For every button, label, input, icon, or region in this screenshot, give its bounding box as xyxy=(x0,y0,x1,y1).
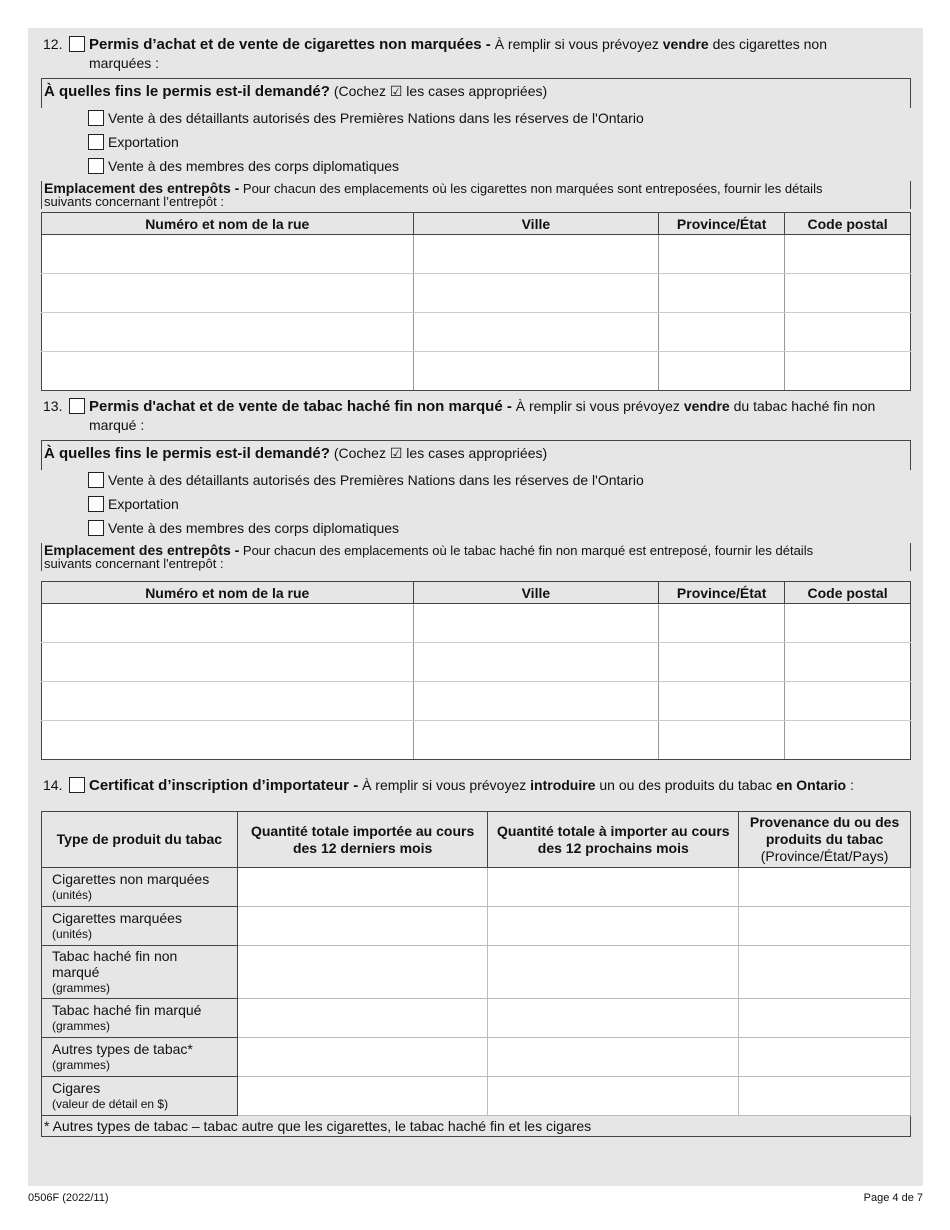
page-number: Page 4 de 7 xyxy=(863,1192,923,1204)
origin-input[interactable] xyxy=(739,999,911,1038)
importer-table xyxy=(41,811,911,1137)
checkbox[interactable] xyxy=(88,110,104,126)
section-13-purpose-question: À quelles fins le permis est-il demandé? (Cochez ☑ les cases appropriées) xyxy=(41,440,911,470)
street-input[interactable] xyxy=(42,235,414,274)
section-13-option-export[interactable]: Exportation xyxy=(88,496,179,512)
import-next-input[interactable] xyxy=(488,946,739,999)
import-next-input[interactable] xyxy=(488,907,739,946)
city-input[interactable] xyxy=(413,235,659,274)
postal-input[interactable] xyxy=(785,604,911,643)
city-input[interactable] xyxy=(413,682,659,721)
section-12-heading: Permis d’achat et de vente de cigarettes non marquées - À remplir si vous prévoyez vendre des cigarettes non marquées : xyxy=(89,36,827,71)
imported-past-input[interactable] xyxy=(237,907,488,946)
import-next-input[interactable] xyxy=(488,868,739,907)
column-header-postal: Code postal xyxy=(785,213,911,235)
section-13-number: 13. xyxy=(43,398,63,414)
column-header-province: Province/État xyxy=(659,213,785,235)
province-input[interactable] xyxy=(659,313,785,352)
section-14-number: 14. xyxy=(43,777,63,793)
street-input[interactable] xyxy=(42,682,414,721)
table-row xyxy=(42,604,911,643)
province-input[interactable] xyxy=(659,352,785,391)
form-id: 0506F (2022/11) xyxy=(28,1192,109,1204)
table-row xyxy=(42,999,911,1038)
imported-past-input[interactable] xyxy=(237,946,488,999)
section-12-option-diplomatic[interactable]: Vente à des membres des corps diplomatiques xyxy=(88,158,399,174)
city-input[interactable] xyxy=(413,313,659,352)
province-input[interactable] xyxy=(659,274,785,313)
postal-input[interactable] xyxy=(785,352,911,391)
column-header-city: Ville xyxy=(413,213,659,235)
table-row xyxy=(42,1077,911,1116)
form-page xyxy=(28,28,923,1186)
origin-input[interactable] xyxy=(739,946,911,999)
street-input[interactable] xyxy=(42,313,414,352)
checkmark-box-icon: ☑ xyxy=(389,83,403,99)
section-12-purpose-question: À quelles fins le permis est-il demandé? (Cochez ☑ les cases appropriées) xyxy=(41,78,911,108)
province-input[interactable] xyxy=(659,643,785,682)
checkbox[interactable] xyxy=(88,158,104,174)
street-input[interactable] xyxy=(42,721,414,760)
postal-input[interactable] xyxy=(785,682,911,721)
section-14-heading: Certificat d’inscription d’importateur - À remplir si vous prévoyez introduire un ou des produits du tabac en Ontario : xyxy=(89,777,854,794)
section-12-warehouse-table xyxy=(41,212,911,391)
origin-input[interactable] xyxy=(739,868,911,907)
checkbox[interactable] xyxy=(88,134,104,150)
checkmark-box-icon: ☑ xyxy=(389,445,403,461)
column-header-import-next: Quantité totale à importer au cours des 12 prochains mois xyxy=(488,812,739,868)
table-row xyxy=(42,946,911,999)
city-input[interactable] xyxy=(413,721,659,760)
province-input[interactable] xyxy=(659,604,785,643)
section-13-checkbox[interactable] xyxy=(69,398,85,414)
row-label: Tabac haché fin marqué (grammes) xyxy=(42,999,238,1038)
street-input[interactable] xyxy=(42,643,414,682)
row-label: Autres types de tabac* (grammes) xyxy=(42,1038,238,1077)
table-row xyxy=(42,643,911,682)
section-13-heading: Permis d'achat et de vente de tabac haché fin non marqué - À remplir si vous prévoyez vendre du tabac haché fin non marqué : xyxy=(89,398,876,433)
province-input[interactable] xyxy=(659,682,785,721)
section-14-checkbox[interactable] xyxy=(69,777,85,793)
table-row xyxy=(42,682,911,721)
checkbox[interactable] xyxy=(88,496,104,512)
section-12-warehouse-intro: Emplacement des entrepôts - Pour chacun des emplacements où les cigarettes non marquées sont entreposées, fournir les détails suivants concernant l’entrepôt : xyxy=(41,181,911,209)
section-12-option-first-nations[interactable]: Vente à des détaillants autorisés des Premières Nations dans les réserves de l'Ontario xyxy=(88,110,644,126)
origin-input[interactable] xyxy=(739,1077,911,1116)
row-label: Tabac haché fin non marqué (grammes) xyxy=(42,946,238,999)
city-input[interactable] xyxy=(413,274,659,313)
street-input[interactable] xyxy=(42,604,414,643)
column-header-postal: Code postal xyxy=(785,582,911,604)
postal-input[interactable] xyxy=(785,274,911,313)
imported-past-input[interactable] xyxy=(237,999,488,1038)
section-13-warehouse-intro: Emplacement des entrepôts - Pour chacun des emplacements où le tabac haché fin non marqué est entreposé, fournir les détails suivants concernant l'entrepôt : xyxy=(41,543,911,571)
row-label: Cigarettes marquées (unités) xyxy=(42,907,238,946)
postal-input[interactable] xyxy=(785,235,911,274)
column-header-imported-past: Quantité totale importée au cours des 12 derniers mois xyxy=(237,812,488,868)
column-header-product-type: Type de produit du tabac xyxy=(42,812,238,868)
checkbox[interactable] xyxy=(88,520,104,536)
imported-past-input[interactable] xyxy=(237,1038,488,1077)
city-input[interactable] xyxy=(413,643,659,682)
table-row xyxy=(42,235,911,274)
table-row xyxy=(42,868,911,907)
section-12-checkbox[interactable] xyxy=(69,36,85,52)
row-label: Cigares (valeur de détail en $) xyxy=(42,1077,238,1116)
import-next-input[interactable] xyxy=(488,1077,739,1116)
column-header-city: Ville xyxy=(413,582,659,604)
section-13-warehouse-table xyxy=(41,581,911,760)
section-13-option-first-nations[interactable]: Vente à des détaillants autorisés des Premières Nations dans les réserves de l'Ontario xyxy=(88,472,644,488)
city-input[interactable] xyxy=(413,352,659,391)
column-header-street: Numéro et nom de la rue xyxy=(42,213,414,235)
column-header-origin: Provenance du ou des produits du tabac (Province/État/Pays) xyxy=(739,812,911,868)
table-row xyxy=(42,1038,911,1077)
postal-input[interactable] xyxy=(785,721,911,760)
postal-input[interactable] xyxy=(785,313,911,352)
table-row xyxy=(42,907,911,946)
province-input[interactable] xyxy=(659,235,785,274)
table-row xyxy=(42,721,911,760)
table-row xyxy=(42,352,911,391)
imported-past-input[interactable] xyxy=(237,868,488,907)
province-input[interactable] xyxy=(659,721,785,760)
column-header-street: Numéro et nom de la rue xyxy=(42,582,414,604)
imported-past-input[interactable] xyxy=(237,1077,488,1116)
section-12-number: 12. xyxy=(43,36,63,52)
origin-input[interactable] xyxy=(739,907,911,946)
table-footnote: * Autres types de tabac – tabac autre que les cigarettes, le tabac haché fin et les cigares xyxy=(42,1116,911,1137)
postal-input[interactable] xyxy=(785,643,911,682)
table-row xyxy=(42,274,911,313)
import-next-input[interactable] xyxy=(488,999,739,1038)
section-13-option-diplomatic[interactable]: Vente à des membres des corps diplomatiques xyxy=(88,520,399,536)
street-input[interactable] xyxy=(42,352,414,391)
table-row xyxy=(42,313,911,352)
city-input[interactable] xyxy=(413,604,659,643)
import-next-input[interactable] xyxy=(488,1038,739,1077)
column-header-province: Province/État xyxy=(659,582,785,604)
row-label: Cigarettes non marquées (unités) xyxy=(42,868,238,907)
checkbox[interactable] xyxy=(88,472,104,488)
origin-input[interactable] xyxy=(739,1038,911,1077)
section-12-option-export[interactable]: Exportation xyxy=(88,134,179,150)
street-input[interactable] xyxy=(42,274,414,313)
